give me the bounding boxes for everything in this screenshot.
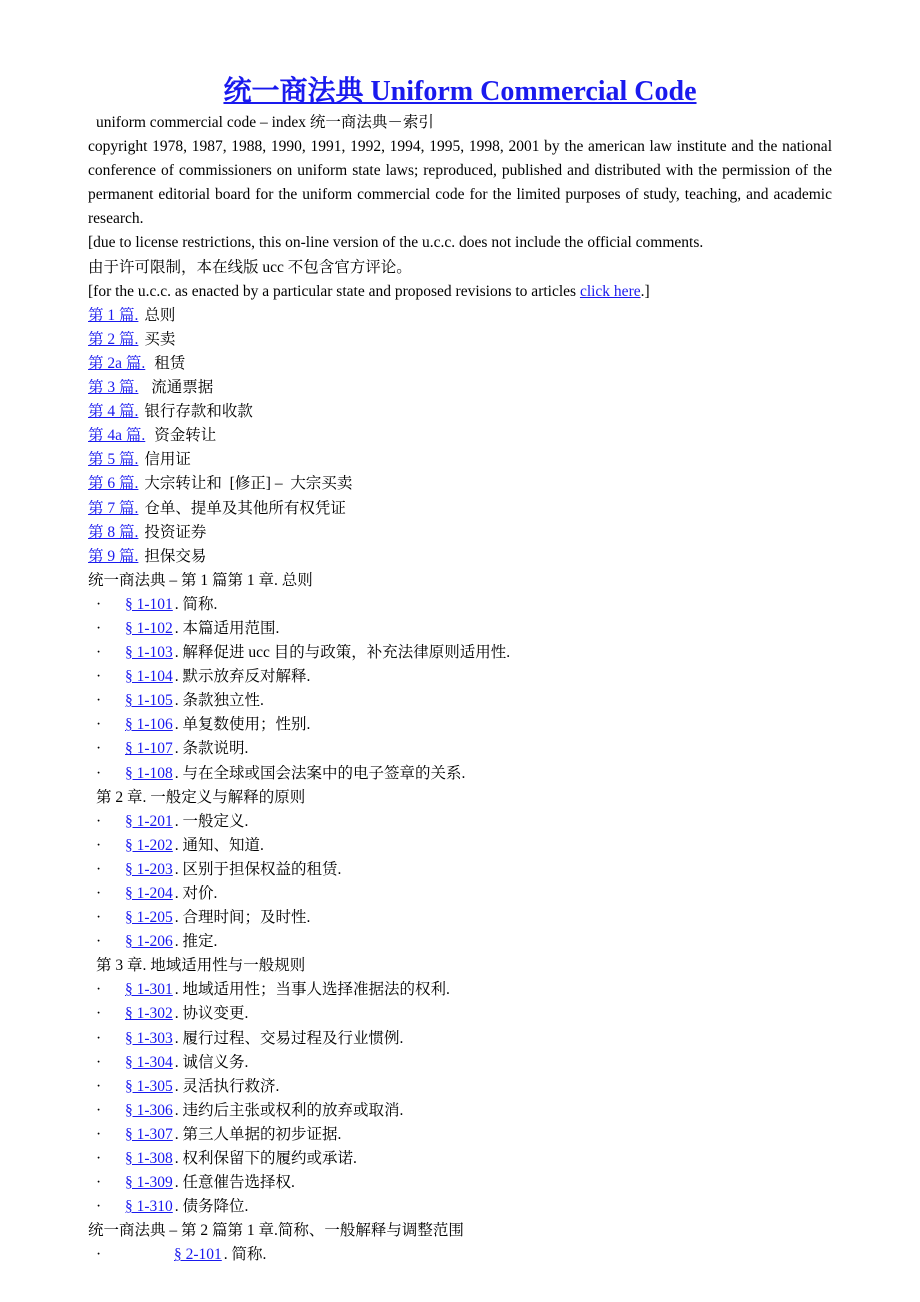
part1-heading: 统一商法典 – 第 1 篇第 1 章. 总则 <box>88 571 313 589</box>
article-title: 仓单、提单及其他所有权凭证 <box>144 499 346 517</box>
article-item <box>88 424 832 448</box>
section-link[interactable]: § 1-103 <box>125 644 173 662</box>
section-title: . 履行过程、交易过程及行业惯例. <box>174 1029 404 1047</box>
article-link[interactable]: 第 5 篇. <box>88 451 139 469</box>
section-title: . 推定. <box>174 933 218 951</box>
bullet-icon: · <box>96 764 102 782</box>
section-link[interactable]: § 1-310 <box>125 1198 173 1216</box>
revisions-prefix: [for the u.c.c. as enacted by a particular state and proposed revisions to articles <box>88 282 580 300</box>
bullet-icon: · <box>96 1198 102 1216</box>
article-item <box>88 352 832 376</box>
revisions-note <box>88 280 832 304</box>
section-link[interactable]: § 1-302 <box>125 1005 173 1023</box>
section-link[interactable]: § 1-306 <box>125 1101 173 1119</box>
section-link[interactable]: § 1-303 <box>125 1029 173 1047</box>
bullet-icon: · <box>96 644 102 662</box>
article-title: 流通票据 <box>147 379 214 397</box>
section-item <box>88 1099 832 1123</box>
section-item <box>88 1243 832 1267</box>
section-link[interactable]: § 1-201 <box>125 812 173 830</box>
bullet-icon: · <box>96 1077 102 1095</box>
section-link[interactable]: § 1-204 <box>125 885 173 902</box>
section-link[interactable]: § 1-304 <box>125 1053 173 1071</box>
section-link[interactable]: § 1-101 <box>125 595 173 613</box>
article-link[interactable]: 第 4a 篇. <box>88 427 146 445</box>
section-title: . 对价. <box>174 885 218 902</box>
section-title: . 默示放弃反对解释. <box>174 668 311 686</box>
section-link[interactable]: § 1-108 <box>125 764 173 782</box>
section-title: . 第三人单据的初步证据. <box>174 1125 342 1143</box>
section-title: . 条款独立性. <box>174 692 264 710</box>
article-item <box>88 304 832 328</box>
section-item <box>88 1171 832 1195</box>
section-title: . 区别于担保权益的租赁. <box>174 860 342 878</box>
section-item <box>88 1075 832 1099</box>
section-title: . 单复数使用；性别. <box>174 716 311 734</box>
section-item <box>88 834 832 858</box>
bullet-icon: · <box>96 668 102 686</box>
section-title: . 本篇适用范围. <box>174 619 280 637</box>
section-link[interactable]: § 1-107 <box>125 740 173 758</box>
section-item <box>88 978 832 1002</box>
section-item <box>88 1147 832 1171</box>
article-item <box>88 376 832 400</box>
article-link[interactable]: 第 1 篇. <box>88 306 139 324</box>
section-title: . 违约后主张或权利的放弃或取消. <box>174 1101 404 1119</box>
part2-section-list <box>88 1243 832 1267</box>
section-item <box>88 1195 832 1219</box>
bullet-icon: · <box>96 860 102 878</box>
section-title: . 任意催告选择权. <box>174 1174 295 1192</box>
section-link[interactable]: § 1-307 <box>125 1125 173 1143</box>
section-item <box>88 1123 832 1147</box>
section-item <box>88 737 832 761</box>
section-title: . 简称. <box>174 595 218 613</box>
chapter3-section-list <box>88 978 832 1219</box>
bullet-icon: · <box>96 740 102 758</box>
article-item <box>88 545 832 569</box>
section-item <box>88 810 832 834</box>
section-title: . 地域适用性；当事人选择准据法的权利. <box>174 981 450 999</box>
section-link[interactable]: § 1-308 <box>125 1150 173 1168</box>
bullet-icon: · <box>96 1125 102 1143</box>
section-item <box>88 713 832 737</box>
section-link[interactable]: § 1-205 <box>125 909 173 927</box>
section-title: . 权利保留下的履约或承诺. <box>174 1150 357 1168</box>
article-link[interactable]: 第 9 篇. <box>88 547 139 565</box>
article-title: 资金转让 <box>154 427 217 445</box>
bullet-icon: · <box>96 1029 102 1047</box>
section-item <box>88 930 832 954</box>
section-link[interactable]: § 2-101 <box>174 1246 222 1264</box>
section-title: . 一般定义. <box>174 812 249 830</box>
section-item <box>88 1051 832 1075</box>
section-item <box>88 1027 832 1051</box>
bullet-icon: · <box>96 812 102 830</box>
article-item <box>88 497 832 521</box>
article-link[interactable]: 第 7 篇. <box>88 499 139 517</box>
title-link[interactable]: 统一商法典 Uniform Commercial Code <box>223 76 697 107</box>
section-item <box>88 641 832 665</box>
license-note: [due to license restrictions, this on-line version of the u.c.c. does not include the official comments. <box>88 234 704 252</box>
section-link[interactable]: § 1-102 <box>125 619 173 637</box>
section-item <box>88 762 832 786</box>
bullet-icon: · <box>96 1150 102 1168</box>
bullet-icon: · <box>96 909 102 927</box>
section-link[interactable]: § 1-105 <box>125 692 173 710</box>
section-link[interactable]: § 1-104 <box>125 668 173 686</box>
revisions-suffix: .] <box>640 282 650 300</box>
article-link[interactable]: 第 3 篇. <box>88 379 139 397</box>
bullet-icon: · <box>96 692 102 710</box>
click-here-link[interactable]: click here <box>579 282 641 300</box>
article-title: 总则 <box>144 306 176 324</box>
section-title: . 简称. <box>223 1246 267 1264</box>
article-title: 投资证券 <box>144 523 207 541</box>
bullet-icon: · <box>96 1101 102 1119</box>
section-title: . 协议变更. <box>174 1005 249 1023</box>
article-link[interactable]: 第 4 篇. <box>88 403 139 421</box>
section-link[interactable]: § 1-203 <box>125 860 173 878</box>
chapter2-heading: 第 2 章. 一般定义与解释的原则 <box>96 788 306 806</box>
section-item <box>88 593 832 617</box>
article-item <box>88 400 832 424</box>
section-title: . 通知、知道. <box>174 836 264 854</box>
article-link[interactable]: 第 2a 篇. <box>88 354 146 372</box>
section-link[interactable]: § 1-309 <box>125 1174 173 1192</box>
article-link[interactable]: 第 8 篇. <box>88 523 139 541</box>
article-title: 租赁 <box>154 354 186 372</box>
license-note-cn: 由于许可限制，本在线版 ucc 不包含官方评论。 <box>88 258 412 276</box>
bullet-icon: · <box>96 1174 102 1192</box>
page-title <box>88 0 832 111</box>
article-item <box>88 521 832 545</box>
bullet-icon: · <box>96 619 102 637</box>
bullet-icon: · <box>96 836 102 854</box>
article-item <box>88 328 832 352</box>
article-item <box>88 472 832 496</box>
copyright-paragraph: copyright 1978, 1987, 1988, 1990, 1991, 1992, 1994, 1995, 1998, 2001 by the american law institute and the national conference of commissioners on uniform state laws; reproduced, published and distributed with the permission of the permanent editorial board for the uniform commercial code for the limited purposes of study, teaching, and academic research. <box>88 138 832 228</box>
chapter1-section-list <box>88 593 832 786</box>
article-title: 信用证 <box>144 451 191 469</box>
article-title: 银行存款和收款 <box>144 403 253 421</box>
section-link[interactable]: § 1-305 <box>125 1077 173 1095</box>
bullet-icon: · <box>96 933 102 951</box>
section-link[interactable]: § 1-202 <box>125 836 173 854</box>
section-link[interactable]: § 1-301 <box>125 981 173 999</box>
section-item <box>88 617 832 641</box>
bullet-icon: · <box>96 595 102 613</box>
section-link[interactable]: § 1-106 <box>125 716 173 734</box>
section-title: . 诚信义务. <box>174 1053 249 1071</box>
article-title: 担保交易 <box>144 547 207 565</box>
section-link[interactable]: § 1-206 <box>125 933 173 951</box>
article-title: 买卖 <box>144 330 176 348</box>
article-link[interactable]: 第 6 篇. <box>88 475 139 493</box>
section-title: . 合理时间；及时性. <box>174 909 311 927</box>
section-title: . 与在全球或国会法案中的电子签章的关系. <box>174 764 466 782</box>
section-title: . 解释促进 ucc 目的与政策，补充法律原则适用性. <box>174 644 511 662</box>
section-item <box>88 665 832 689</box>
section-item <box>88 906 832 930</box>
bullet-icon: · <box>96 1005 102 1023</box>
section-title: . 债务降位. <box>174 1198 249 1216</box>
bullet-icon: · <box>96 1053 102 1071</box>
section-item <box>88 689 832 713</box>
article-item <box>88 448 832 472</box>
section-title: . 灵活执行救济. <box>174 1077 280 1095</box>
bullet-icon: · <box>96 885 102 902</box>
article-link[interactable]: 第 2 篇. <box>88 330 139 348</box>
index-subtitle: uniform commercial code – index 统一商法典－索引 <box>96 114 434 131</box>
articles-list <box>88 304 832 569</box>
section-item <box>88 858 832 882</box>
article-title: 大宗转让和 [修正] – 大宗买卖 <box>144 475 353 493</box>
section-title: . 条款说明. <box>174 740 249 758</box>
bullet-icon: · <box>96 981 102 999</box>
part2-heading: 统一商法典 – 第 2 篇第 1 章.简称、一般解释与调整范围 <box>88 1222 464 1240</box>
section-item <box>88 1002 832 1026</box>
section-item <box>88 882 832 906</box>
bullet-icon: · <box>96 716 102 734</box>
chapter3-heading: 第 3 章. 地域适用性与一般规则 <box>96 957 306 975</box>
bullet-icon: · <box>96 1246 102 1264</box>
chapter2-section-list <box>88 810 832 955</box>
